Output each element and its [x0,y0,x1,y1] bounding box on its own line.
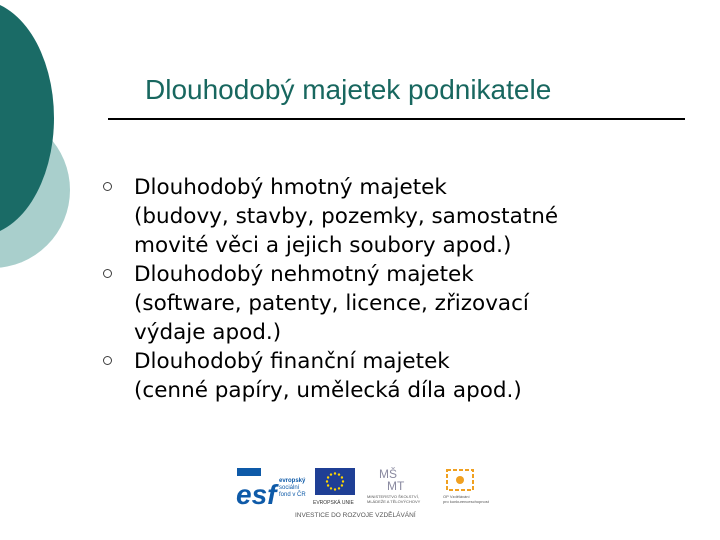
circle-bullet-icon [103,269,112,278]
circle-bullet-icon [103,356,112,365]
svg-text:OP Vzdělávání: OP Vzdělávání [443,494,470,499]
op-logo [443,470,490,504]
eu-star-icon [338,473,340,475]
bullet-heading: Dlouhodobý hmotný majetek [134,175,447,200]
eu-star-icon [338,487,340,489]
bullet-detail-line: (cenné papíry, umělecká díla apod.) [134,378,522,403]
svg-text:MLÁDEŽE A TĚLOVÝCHOVY: MLÁDEŽE A TĚLOVÝCHOVY [367,499,421,504]
svg-text:MINISTERSTVO ŠKOLSTVÍ,: MINISTERSTVO ŠKOLSTVÍ, [367,494,419,499]
bullet-detail-line: výdaje apod.) [134,320,282,345]
msmt-logo [367,466,421,504]
bullet-detail-line: (budovy, stavby, pozemky, samostatné [134,204,559,229]
bullet-text [134,173,654,260]
svg-text:fond v ČR: fond v ČR [279,492,306,498]
logo-strip [233,462,493,512]
esf-logo [236,468,306,510]
eu-flag-logo [313,468,355,506]
eu-star-icon [330,487,332,489]
bullet-detail-line: (software, patenty, licence, zřizovací [134,291,529,316]
bullet-item [103,347,654,405]
svg-text:esf: esf [236,479,277,510]
bullet-text [134,347,654,405]
eu-star-icon [326,480,328,482]
eu-star-icon [342,480,344,482]
eu-star-icon [334,488,336,490]
eu-star-icon [341,476,343,478]
svg-text:pro konkurenceschopnost: pro konkurenceschopnost [443,499,489,504]
svg-text:sociální: sociální [279,485,300,491]
eu-star-icon [341,484,343,486]
eu-star-icon [327,476,329,478]
title-divider [108,118,685,120]
circle-bullet-icon [103,182,112,191]
eu-star-icon [334,472,336,474]
bullet-heading: Dlouhodobý nehmotný majetek [134,262,474,287]
slide-title: Dlouhodobý majetek podnikatele [145,74,552,105]
bullet-heading: Dlouhodobý finanční majetek [134,349,450,374]
bullet-item [103,173,654,260]
bullet-item [103,260,654,347]
bullet-detail-line: movité věci a jejich soubory apod.) [134,233,512,258]
svg-text:MŠ: MŠ [379,467,397,481]
svg-text:EVROPSKÁ UNIE: EVROPSKÁ UNIE [313,500,354,506]
eu-star-icon [327,484,329,486]
bullet-list [103,173,654,405]
svg-text:MT: MT [387,479,405,493]
bullet-text [134,260,654,347]
funding-logos [233,462,493,524]
svg-text:evropský: evropský [279,478,306,484]
logo-caption: INVESTICE DO ROZVOJE VZDĚLÁVÁNÍ [295,512,416,519]
eu-star-icon [330,473,332,475]
